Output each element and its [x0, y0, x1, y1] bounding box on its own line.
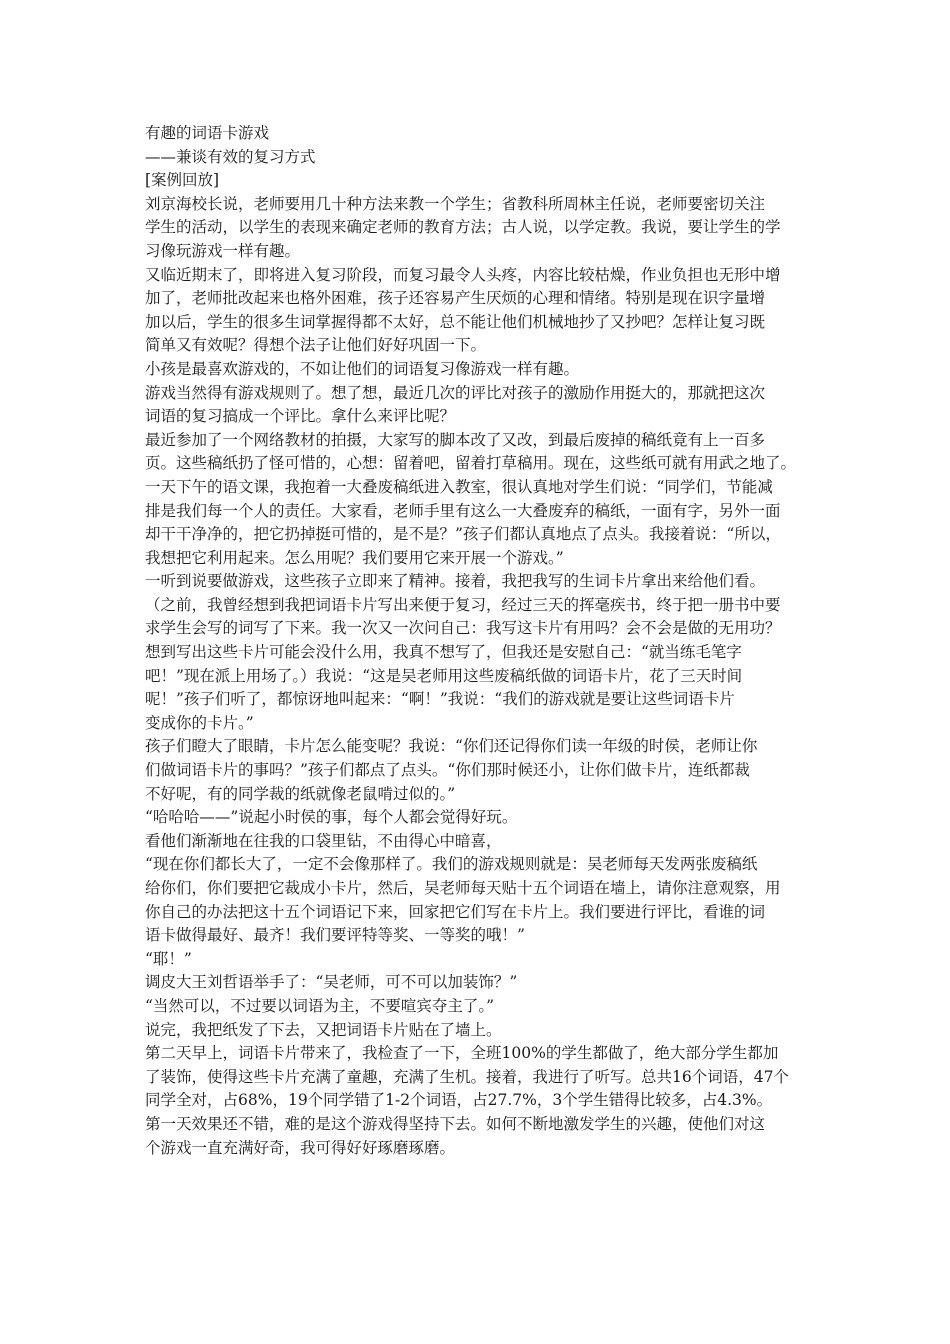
document-subtitle: ——兼谈有效的复习方式 — [145, 147, 316, 166]
body-text-line: 一天下午的语文课，我抱着一大叠废稿纸进入教室，很认真地对学生们说：“同学们，节能减 — [145, 477, 773, 496]
body-text-line: “当然可以，不过要以词语为主，不要喧宾夺主了。” — [145, 996, 495, 1015]
body-text-line: 简单又有效呢？得想个法子让他们好好巩固一下。 — [145, 336, 487, 355]
body-text-line: “哈哈哈——”说起小时侯的事，每个人都会觉得好玩。 — [145, 808, 518, 827]
body-text-line: 又临近期末了，即将进入复习阶段，而复习最令人头疼，内容比较枯燥，作业负担也无形中增 — [145, 265, 781, 284]
body-text-line: 我想把它利用起来。怎么用呢？我们要用它来开展一个游戏。” — [145, 548, 564, 567]
body-text-line: 第二天早上，词语卡片带来了，我检查了一下，全班100%的学生都做了，绝大部分学生都加 — [145, 1044, 779, 1063]
body-text-line: 游戏当然得有游戏规则了。想了想，最近几次的评比对孩子的激励作用挺大的，那就把这次 — [145, 383, 766, 402]
body-text-line: 习像玩游戏一样有趣。 — [145, 241, 301, 260]
body-text-line: 孩子们瞪大了眼睛，卡片怎么能变呢？我说：“你们还记得你们读一年级的时侯，老师让你 — [145, 737, 758, 756]
body-text-line: 个游戏一直充满好奇，我可得好好琢磨琢磨。 — [145, 1138, 456, 1157]
body-text-line: 加了，老师批改起来也格外困难，孩子还容易产生厌烦的心理和情绪。特别是现在识字量增 — [145, 289, 766, 308]
body-text-line: 最近参加了一个网络教材的拍摄，大家写的脚本改了又改，到最后废掉的稿纸竟有上一百多 — [145, 430, 766, 449]
body-text-line: （之前，我曾经想到我把词语卡片写出来便于复习，经过三天的挥毫疾书，终于把一册书中要 — [145, 595, 781, 614]
body-text-line: 一听到说要做游戏，这些孩子立即来了精神。接着，我把我写的生词卡片拿出来给他们看。 — [145, 572, 766, 591]
body-text-line: 排是我们每一个人的责任。大家看，老师手里有这么一大叠废弃的稿纸，一面有字，另外一面 — [145, 501, 781, 520]
body-text-line: 看他们渐渐地在往我的口袋里钻，不由得心中暗喜， — [145, 831, 502, 850]
body-text-line: 页。这些稿纸扔了怪可惜的，心想：留着吧，留着打草稿用。现在，这些纸可就有用武之地了。 — [145, 454, 797, 473]
body-text-line: 们做词语卡片的事吗？”孩子们都点了点头。“你们那时候还小，让你们做卡片，连纸都裁 — [145, 761, 750, 780]
body-text-line: 刘京海校长说，老师要用几十种方法来教一个学生；省教科所周林主任说，老师要密切关注 — [145, 194, 766, 213]
body-text-line: 呢！”孩子们听了，都惊讶地叫起来：“啊！”我说：“我们的游戏就是要让这些词语卡片 — [145, 690, 735, 709]
body-text-line: 想到写出这些卡片可能会没什么用，我真不想写了，但我还是安慰自己：“就当练毛笔字 — [145, 643, 742, 662]
body-text-line: 却干干净净的，把它扔掉挺可惜的，是不是？”孩子们都认真地点了点头。我接着说：“所以， — [145, 525, 781, 544]
body-text-line: 同学全对，占68%，19个同学错了1-2个词语，占27.7%，3个学生错得比较多，占4.3%。 — [145, 1091, 773, 1110]
body-text-line: 语卡做得最好、最齐！我们要评特等奖、一等奖的哦！” — [145, 926, 525, 945]
body-text-line: 调皮大王刘哲语举手了：“吴老师，可不可以加装饰？” — [145, 973, 518, 992]
body-text-line: 你自己的办法把这十五个词语记下来，回家把它们写在卡片上。我们要进行评比，看谁的词 — [145, 902, 766, 921]
body-text-line: “耶！” — [145, 949, 192, 968]
body-text-line: 吧！”现在派上用场了。）我说：“这是吴老师用这些废稿纸做的词语卡片，花了三天时间 — [145, 666, 743, 685]
body-text-line: 小孩是最喜欢游戏的，不如让他们的词语复习像游戏一样有趣。 — [145, 359, 580, 378]
document-title: 有趣的词语卡游戏 — [145, 124, 270, 142]
body-text-line: 了装饰，使得这些卡片充满了童趣，充满了生机。接着，我进行了听写。总共16个词语，47个 — [145, 1067, 789, 1086]
body-text-line: 词语的复习搞成一个评比。拿什么来评比呢？ — [145, 407, 456, 426]
body-text-line: 变成你的卡片。” — [145, 713, 254, 732]
document-page — [145, 122, 818, 1160]
body-text-line: “现在你们都长大了，一定不会像那样了。我们的游戏规则就是：吴老师每天发两张废稿纸 — [145, 855, 758, 874]
body-text-line: 给你们，你们要把它裁成小卡片，然后，吴老师每天贴十五个词语在墙上，请你注意观察，用 — [145, 879, 781, 897]
section-heading: [案例回放] — [145, 171, 220, 190]
body-text-line: 求学生会写的词写了下来。我一次又一次问自己：我写这卡片有用吗？会不会是做的无用功？ — [145, 619, 781, 638]
body-text-line: 不好呢，有的同学裁的纸就像老鼠啃过似的。” — [145, 784, 456, 803]
document-body — [145, 193, 818, 1160]
body-text-line: 学生的活动，以学生的表现来确定老师的教育方法；古人说，以学定教。我说，要让学生的学 — [145, 218, 781, 237]
body-text-line: 说完，我把纸发了下去，又把词语卡片贴在了墙上。 — [145, 1020, 502, 1039]
body-text-line: 加以后，学生的很多生词掌握得都不太好，总不能让他们机械地抄了又抄吧？怎样让复习既 — [145, 312, 766, 331]
body-text-line: 第一天效果还不错，难的是这个游戏得坚持下去。如何不断地激发学生的兴趣，使他们对这 — [145, 1114, 766, 1133]
